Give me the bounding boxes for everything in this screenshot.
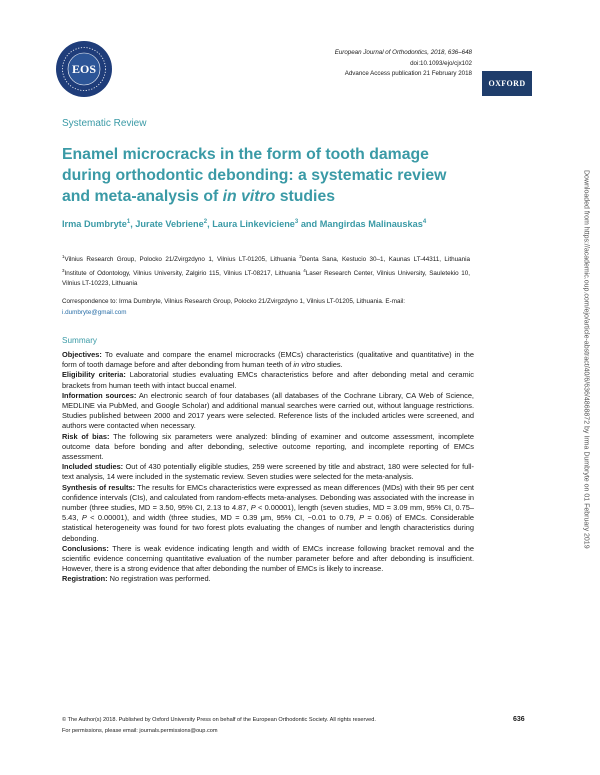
correspondence: Correspondence to: Irma Dumbryte, Vilnius Research Group, Polocko 21/Zvirgzdyno 1, Vilnius LT-01205, Lithuania. E-mail: i.dumbryte@gmail.com [62, 298, 406, 316]
copyright: © The Author(s) 2018. Published by Oxford University Press on behalf of the European Orthodontic Society. All rights reserved. [62, 717, 376, 723]
summary-heading: Summary [62, 336, 98, 345]
author[interactable]: Mangirdas Malinauskas$^4$ [319, 219, 427, 230]
abstract-bias: Risk of bias: The following six parameters were analyzed: blinding of examiner and outcome assessment, incomplete outcome data before bonding and after debonding, selective outcome reporting, and incomplete reporting of EMCs assessment. [62, 431, 475, 462]
eos-logo [55, 40, 113, 98]
doi[interactable]: doi:10.1093/ejo/cjx102 [410, 59, 472, 67]
abstract-conclusions: Conclusions: There is weak evidence indicating length and width of EMCs increase following bracket removal and the scientific evidence concerning quantitative evaluation of the number parameter before and after debonding is insufficient. However, there is a strong evidence that after debonding the number of EMCs is likely to increase. [62, 543, 474, 574]
svg-text:EOS: EOS [71, 62, 97, 76]
abstract-included: Included studies: Out of 430 potentially eligible studies, 259 were screened by title and abstract, 180 were selected for full-text analysis, 14 were included in the systematic review. Seven studies were selected for the meta-analysis. [62, 462, 474, 482]
publisher-logo: OXFORD [482, 71, 532, 96]
email-link[interactable]: i.dumbryte@gmail.com [62, 308, 127, 316]
download-watermark: Downloaded from https://academic.oup.com/ejo/article-abstract/40/6/636/4868872 by Irma Dumbryte on 01 February 2019 [582, 170, 590, 549]
author[interactable]: Laura Linkeviciene$^3$ [212, 219, 299, 230]
article-title: Enamel microcracks in the form of tooth damage during orthodontic debonding: a systematic review and meta-analysis of in vitro studies [62, 146, 447, 205]
footer [62, 715, 376, 736]
author-list: Irma Dumbryte$^1$, Jurate Vebriene$^2$, Laura Linkeviciene$^3$ and Mangirdas Malinauskas$^4$ [62, 219, 427, 230]
journal-citation: European Journal of Orthodontics, 2018, 636–648 [334, 49, 472, 56]
journal-info [335, 48, 472, 80]
abstract-registration: Registration: No registration was performed. [62, 574, 211, 584]
section-label: Systematic Review [62, 118, 147, 129]
author[interactable]: Jurate Vebriene$^2$ [135, 219, 208, 230]
abstract [62, 350, 474, 585]
advance-access: Advance Access publication 21 February 2018 [344, 70, 472, 77]
author[interactable]: Irma Dumbryte$^1$ [62, 219, 131, 230]
abstract-objectives: Objectives: To evaluate and compare the enamel microcracks (EMCs) characteristics (qualitative and quantitative) in the form of tooth damage before and after debonding from human teeth of in vitro studies. [62, 350, 474, 370]
abstract-synthesis: Synthesis of results: The results for EMCs characteristics were expressed as mean differences (MDs) with their 95 per cent confidence intervals (CIs), and calculated from random-effects meta-analyses. Debonding was associated with the increase in number (three studies, MD = 3.50, 95% CI, 2.13 to 4.87, P < 0.00001), length (seven studies, MD = 3.09 mm, 95% CI, 0.75–5.43, P < 0.00001), and width (three studies, MD = 0.39 μm, 95% CI, −0.01 to 0.79, P = 0.06) of EMCs. Considerable statistical heterogeneity was found for two forest plots evaluating the changes of number and length characteristics during debonding. [62, 482, 474, 543]
permissions: For permissions, please email: journals.permissions@oup.com [62, 727, 218, 734]
abstract-sources: Information sources: An electronic search of four databases (all databases of the Cochrane Library, CA Web of Science, MEDLINE via PubMed, and Google Scholar) and additional manual searches were carried out, without language restrictions. Studies published between 2000 and 2017 years were selected. Reference lists of the included articles were screened, and authors were contacted when necessary. [62, 390, 474, 431]
abstract-eligibility: Eligibility criteria: Laboratorial studies evaluating EMCs characteristics before and after debonding metal and ceramic brackets from human teeth with intact buccal enamel. [62, 370, 474, 390]
page-number: 636 [513, 716, 525, 723]
affiliations: $^1$Vilnius Research Group, Polocko 21/Zvirgzdyno 1, Vilnius LT-01205, Lithuania $^2$Denta Sana, Kestucio 30–1, Kaunas LT-44311, Lithuania $^3$Institute of Odontology, Vilnius University, Zalgirio 115, Vilnius LT-08217, Lithuania $^4$Laser Research Center, Vilnius University, Sauletekio 10, Vilnius LT-10223, Lithuania [62, 254, 470, 288]
